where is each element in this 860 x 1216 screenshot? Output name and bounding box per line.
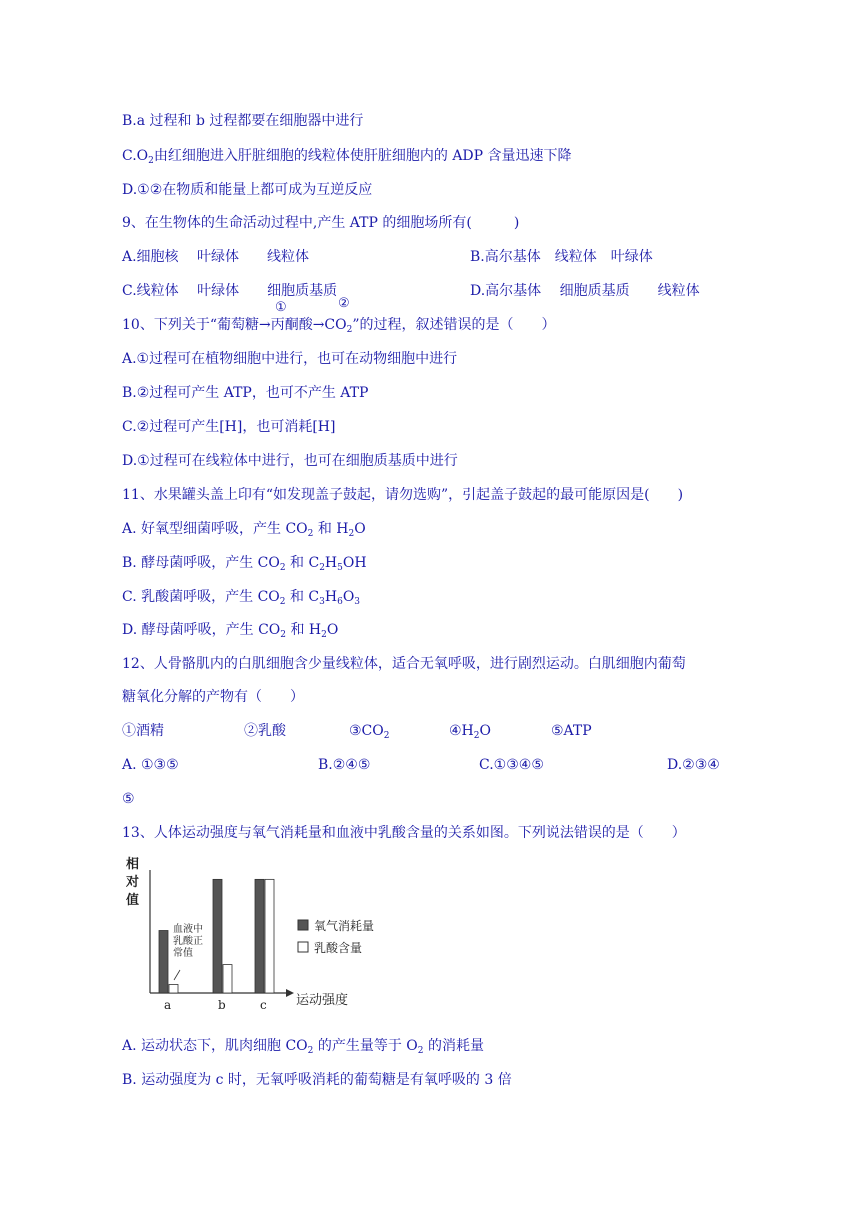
- bar-lactic-b: [223, 965, 232, 993]
- q12-item-2: ②乳酸: [244, 723, 286, 739]
- q10-stem: 10、下列关于“葡萄糖→丙酮酸$\to CO_2$”的过程，叙述错误的是（ ）: [122, 317, 556, 335]
- q12-item-3: $③CO_2$: [349, 723, 390, 741]
- q12-option-b: B.②④⑤: [318, 757, 371, 773]
- q10-option-a: A.①过程可在植物细胞中进行，也可在动物细胞中进行: [122, 351, 458, 367]
- q12-option-a: A. ①③⑤: [122, 757, 179, 773]
- bar-oxygen-c: [255, 879, 264, 993]
- q12-item-1: ①酒精: [122, 723, 164, 739]
- q11-stem: 11、水果罐头盖上印有“如发现盖子鼓起，请勿选购”，引起盖子鼓起的最可能原因是( ): [122, 487, 684, 503]
- annotation-line: 血液中: [173, 924, 203, 935]
- q9-option-c: C.线粒体 叶绿体 细胞质基质: [122, 283, 338, 299]
- annotation-pointer: [174, 970, 180, 980]
- q8-option-d: D.①②在物质和能量上都可成为互逆反应: [122, 182, 373, 198]
- legend-label-oxygen: 氧气消耗量: [314, 919, 375, 933]
- annotation-line: 常值: [173, 948, 193, 959]
- q12-option-d: D.②③④: [667, 757, 720, 773]
- q9-option-a: A.细胞核 叶绿体 线粒体: [122, 249, 310, 265]
- bar-oxygen-a: [159, 931, 168, 994]
- q11-option-a: A. 好氧型细菌呼吸，产生 $CO_2$ 和 $H_2O$: [122, 521, 366, 539]
- q11-option-c: C. 乳酸菌呼吸，产生 $CO_2$ 和 $C_3H_6O_3$: [122, 589, 361, 607]
- legend-swatch-oxygen: [298, 920, 308, 930]
- q13-option-b: B. 运动强度为 c 时，无氧呼吸消耗的葡萄糖是有氧呼吸的 3 倍: [122, 1072, 512, 1088]
- legend-label-lactic: 乳酸含量: [314, 941, 363, 955]
- chart-x-arrow: [286, 989, 294, 997]
- chart-y-label-char: 相: [126, 857, 140, 872]
- q11-option-d: D. 酵母菌呼吸，产生 $CO_2$ 和 $H_2O$: [122, 622, 339, 640]
- q12-option-d-cont: ⑤: [122, 791, 135, 807]
- q9-option-d: D.高尔基体 细胞质基质 线粒体: [470, 283, 700, 299]
- q10-option-d: D.①过程可在线粒体中进行，也可在细胞质基质中进行: [122, 453, 458, 469]
- q13-bar-chart: [118, 852, 408, 1022]
- q10-option-c: C.②过程可产生[H]，也可消耗[H]: [122, 419, 336, 435]
- x-tick-label-a: a: [164, 998, 172, 1012]
- q10-option-b: B.②过程可产生 ATP，也可不产生 ATP: [122, 385, 369, 401]
- chart-y-label-char: 值: [126, 893, 140, 908]
- q8-option-b: B.a 过程和 b 过程都要在细胞器中进行: [122, 113, 364, 129]
- chart-y-label-char: 对: [126, 875, 140, 890]
- q12-item-5: ⑤ATP: [551, 723, 592, 739]
- q13-option-a: A. 运动状态下，肌肉细胞 $CO_2$ 的产生量等于 $O_2$ 的消耗量: [122, 1038, 484, 1056]
- chart-x-label: 运动强度: [296, 993, 349, 1008]
- x-tick-label-c: c: [260, 998, 267, 1012]
- q9-stem: 9、在生物体的生命活动过程中,产生 ATP 的细胞场所有( ): [122, 215, 520, 231]
- annotation-line: 乳酸正: [173, 936, 203, 947]
- q13-stem: 13、人体运动强度与氧气消耗量和血液中乳酸含量的关系如图。下列说法错误的是（ ）: [122, 825, 686, 841]
- x-tick-label-b: b: [218, 998, 226, 1012]
- bar-lactic-c: [265, 879, 274, 993]
- q10-marker-1: ①: [275, 300, 287, 315]
- q11-option-b: B. 酵母菌呼吸，产生 $CO_2$ 和 $C_2H_5OH$: [122, 555, 367, 573]
- q10-marker-2: ②: [338, 296, 350, 311]
- q9-option-b: B.高尔基体 线粒体 叶绿体: [470, 249, 653, 265]
- bar-lactic-a: [169, 984, 178, 993]
- q12-stem-line2: 糖氧化分解的产物有（ ）: [122, 689, 304, 705]
- q12-item-4: $④H_2O$: [449, 723, 491, 741]
- legend-swatch-lactic: [298, 942, 308, 952]
- q12-stem-line1: 12、人骨骼肌内的白肌细胞含少量线粒体，适合无氧呼吸，进行剧烈运动。白肌细胞内葡萄: [122, 656, 686, 672]
- bar-oxygen-b: [213, 879, 222, 993]
- q8-option-c: $C.O_2$由红细胞进入肝脏细胞的线粒体使肝脏细胞内的 ADP 含量迅速下降: [122, 148, 572, 166]
- q12-option-c: C.①③④⑤: [479, 757, 544, 773]
